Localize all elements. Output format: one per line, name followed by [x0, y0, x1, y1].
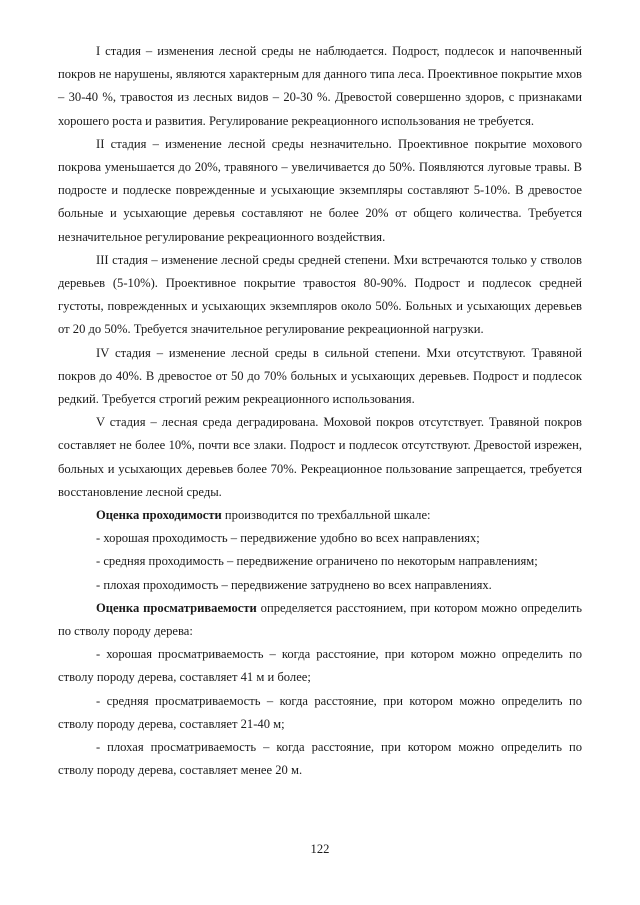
passability-item-good: - хорошая проходимость – передвижение удобно во всех направлениях; — [96, 531, 480, 546]
passability-rest: производится по трехбалльной шкале: — [221, 508, 431, 523]
document-body — [58, 40, 582, 783]
page-number: 122 — [310, 842, 330, 856]
passability-item-poor: - плохая проходимость – передвижение затруднено во всех направлениях. — [96, 577, 492, 592]
visibility-rest: определяется расстоянием, при котором можно определить по стволу породу дерева: — [58, 600, 582, 639]
visibility-heading — [58, 597, 582, 643]
visibility-item-good: - хорошая просматриваемость – когда расстояние, при котором можно определить по стволу породу дерева, составляет 41 м и более; — [58, 647, 582, 685]
paragraph-stage-1: I стадия – изменения лесной среды не наблюдается. Подрост, подлесок и напочвенный покров не нарушены, являются характерным для данного типа леса. Проективное покрытие мхов – 30-40 %, травостоя из лесных видов – 20-30 %. Древостой совершенно здоров, с признаками хорошего роста и развития. Регулирование рекреационного использования не требуется. — [58, 44, 582, 128]
visibility-item-poor: - плохая просматриваемость – когда расстояние, при котором можно определить по стволу породу дерева, составляет менее 20 м. — [58, 740, 582, 778]
paragraph-stage-2: II стадия – изменение лесной среды незначительно. Проективное покрытие мохового покрова уменьшается до 20%, травяного – увеличивается до 50%. Появляются луговые травы. В подросте и подлеске поврежденные и усыхающие экземпляры составляют 5-10%. В древостое больные и усыхающие деревья составляют не более 20% от общего количества. Требуется незначительное регулирование рекреационного воздействия. — [58, 136, 582, 244]
paragraph-stage-4: IV стадия – изменение лесной среды в сильной степени. Мхи отсутствуют. Травяной покров до 40%. В древостое от 50 до 70% больных и усыхающих деревьев. Подрост и подлесок редкий. Требуется строгий режим рекреационного использования. — [58, 345, 582, 407]
paragraph-stage-3: III стадия – изменение лесной среды средней степени. Мхи встречаются только у стволов деревьев (5-10%). Проективное покрытие травостоя 80-90%. Подрост и подлесок средней густоты, поврежденных и усыхающих экземпляров около 50%. Больных и усыхающих деревьев от 20 до 50%. Требуется значительное регулирование рекреационной нагрузки. — [58, 252, 582, 337]
passability-term: Оценка проходимости — [96, 508, 222, 523]
passability-item-medium: - средняя проходимость – передвижение ограничено по некоторым направлениям; — [96, 554, 538, 569]
paragraph-stage-5: V стадия – лесная среда деградирована. Моховой покров отсутствует. Травяной покров составляет не более 10%, почти все злаки. Подрост и подлесок отсутствуют. Древостой изрежен, больных и усыхающих деревьев более 70%. Рекреационное пользование запрещается, требуется восстановление лесной среды. — [58, 415, 582, 499]
passability-heading — [58, 504, 582, 527]
visibility-term: Оценка просматриваемости — [96, 600, 257, 615]
visibility-item-medium: - средняя просматриваемость – когда расстояние, при котором можно определить по стволу породу дерева, составляет 21-40 м; — [58, 693, 582, 731]
